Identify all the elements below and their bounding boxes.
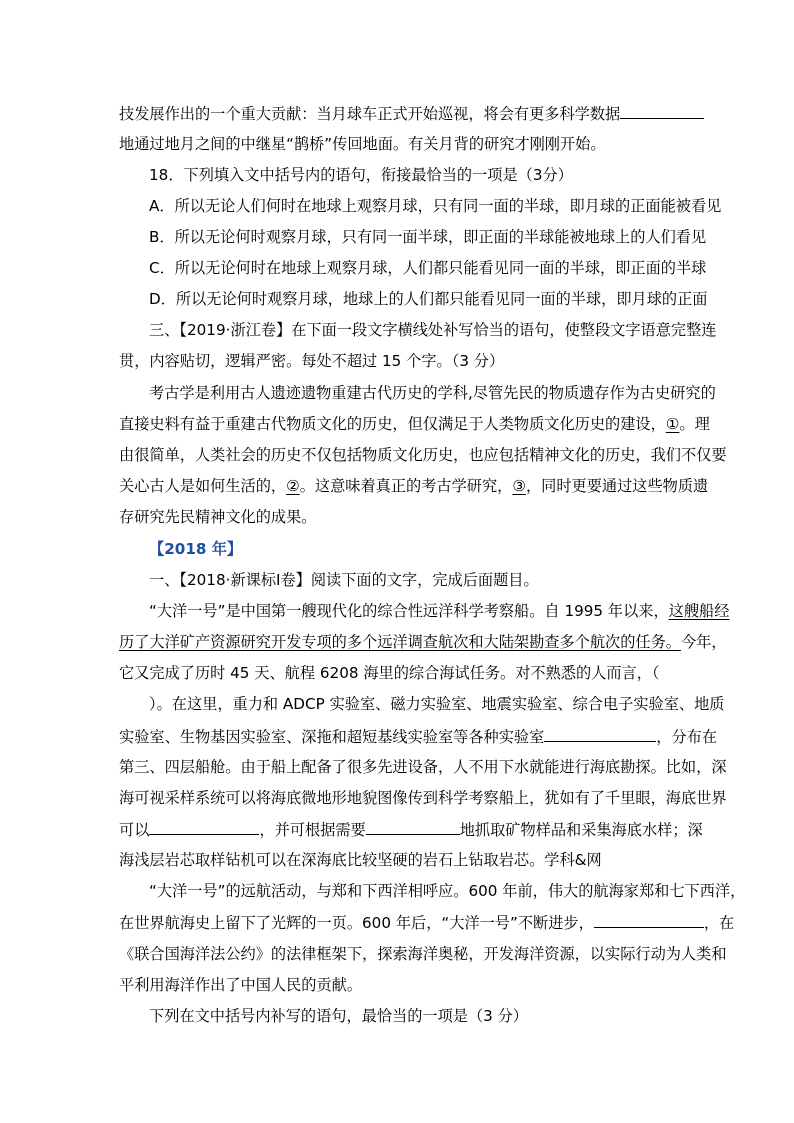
question-18-option-c: C．所以无论何时在地球上观察月球，人们都只能看见同一面的半球，即正面的半球 [149,259,707,277]
passage-line: 在世界航海史上留下了光辉的一页。600 年后，“大洋一号”不断进步， ，在 [119,914,735,932]
question-18-option-b: B．所以无论何时观察月球，只有同一面半球，即正面的半球能被地球上的人们看见 [149,228,707,246]
passage-line: 《联合国海洋法公约》的法律框架下，探索海洋奥秘，开发海洋资源，以实际行动为人类和 [119,945,727,963]
underlined-sentence: 历了大洋矿产资源研究开发专项的多个远洋调查航次和大陆架勘查多个航次的任务。 [119,633,681,651]
passage-line: 由很简单，人类社会的历史不仅包括物质文化历史，也应包括精神文化的历史，我们不仅要 [119,446,727,464]
passage-line: 平利用海洋作出了中国人民的贡献。 [119,976,362,994]
fill-blank [620,103,704,119]
underlined-sentence: 这艘船经 [668,602,730,620]
blank-marker-1: ① [665,415,680,433]
passage-line: 可以 ，并可根据需要 地抓取矿物样品和采集海底水样；深 [119,821,703,839]
fill-blank [149,819,259,835]
passage-line: 实验室、生物基因实验室、深拖和超短基线实验室等各种实验室 ，分布在 [119,728,717,746]
question-3-title-cont: 贯，内容贴切，逻辑严密。每处不超过 15 个字。（3 分） [119,352,505,370]
blank-marker-2: ② [286,477,300,495]
question-18-option-d: D．所以无论何时观察月球，地球上的人们都只能看见同一面的半球，即月球的正面 [149,290,708,308]
question-18-option-a: A．所以无论人们何时在地球上观察月球，只有同一面的半球，即月球的正面能被看见 [149,197,722,215]
question-18-stem: 18．下列填入文中括号内的语句，衔接最恰当的一项是（3分） [149,166,573,184]
passage-line: 它又完成了历时 45 天、航程 6208 海里的综合海试任务。对不熟悉的人而言，（ [119,664,660,682]
fill-blank [544,726,656,742]
passage-line: 海可视采样系统可以将海底微地形地貌图像传到科学考察船上，犹如有了千里眼，海底世界 [119,789,727,807]
blank-marker-3: ③ [512,477,526,495]
fill-blank [594,912,704,928]
question-1-title: 一、【2018·新课标Ⅰ卷】阅读下面的文字，完成后面题目。 [149,571,539,589]
passage-line: “大洋一号”的远航活动，与郑和下西洋相呼应。600 年前，伟大的航海家郑和七下西洋， [149,882,746,900]
passage-line: 历了大洋矿产资源研究开发专项的多个远洋调查航次和大陆架勘查多个航次的任务。今年， [119,633,727,651]
fill-blank [366,819,460,835]
question-1-stem: 下列在文中括号内补写的语句，最恰当的一项是（3 分） [149,1007,528,1025]
passage-line: 海浅层岩芯取样钻机可以在深海底比较坚硬的岩石上钻取岩芯。学科&网 [119,851,602,869]
passage-line: 直接史料有益于重建古代物质文化的历史，但仅满足于人类物质文化历史的建设，①。理 [119,415,710,433]
passage-line: ）。在这里，重力和 ADCP 实验室、磁力实验室、地震实验室、综合电子实验室、地质 [149,695,725,713]
question-3-title: 三、【2019·浙江卷】在下面一段文字横线处补写恰当的语句，使整段文字语意完整连 [149,321,717,339]
passage-line: 技发展作出的一个重大贡献：当月球车正式开始巡视，将会有更多科学数据 [119,103,679,124]
passage-line: 考古学是利用古人遗迹遗物重建古代历史的学科,尽管先民的物质遗存作为古史研究的 [149,384,716,402]
passage-line: 关心古人是如何生活的，②。这意味着真正的考古学研究，③，同时更要通过这些物质遗 [119,477,709,495]
year-heading: 【2018 年】 [149,540,243,558]
passage-line: 地通过地月之间的中继星“鹊桥”传回地面。有关月背的研究才刚刚开始。 [119,135,606,153]
passage-line: 第三、四层船舱。由于船上配备了很多先进设备，人不用下水就能进行海底勘探。比如，深 [119,758,727,776]
passage-line: 存研究先民精神文化的成果。 [119,508,317,526]
passage-line: “大洋一号”是中国第一艘现代化的综合性远洋科学考察船。自 1995 年以来，这艘船经 [149,602,730,620]
